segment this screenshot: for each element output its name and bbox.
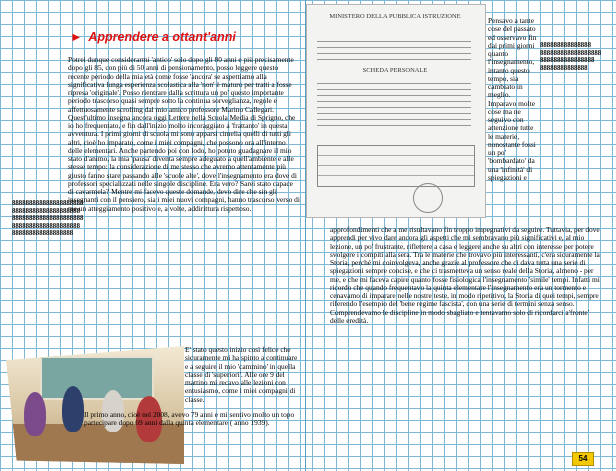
side-note-paragraph: Pensavo a tante cose del passato ed osservavo fin dai primi giorni quanto l'insegnamento, intanto questo tempo, sia cambiato in meglio. Imparavo molte cose ma ne seguivo con attenzione tutte le materie, nonostante fossi un po' 'bombardato' da una 'infinità' di spiegazioni e [488,16,537,182]
placeholder-text-left: 888888888888888888888 88888888888888888888 888888888888888888888 88888888888888888888 888888888888888888 [12,200,84,237]
article-title [70,30,236,44]
placeholder-text-right: 888888888888888 888888888888888888 8888888888888888 88888888888888 [540,42,602,72]
body-paragraph-1: Potrei dunque considerarmi 'antico' solo dopo gli 80 anni e più precisamente dopo gli 85, con più di 50 anni di pensionamento, posso leggere questo recente periodo della mia età come fosse 'ancora' se aspettiamo alla significativa lunga esperienza scolastica alla 'non' è maturo per tratti a fosse ripresa 'originale'. Posso rientrare dalla scrittura un po' questo importante periodo trascorso quasi sempre sotto la continua sorveglianza, regole e affettuosamente scrolling dal mio amico professore Marino Callegari. Quest'ultimo insegna ancora oggi Lettere nella Scuola Media di Sprigno, che io ho frequentato, e fin dall'inizio molto incoraggiato a 'frattanto' in questa avventura. I primi giorni di scuola mi sono apparsi cimelia quelli di tutti gli altri, cioè ho imparato, come i miei compagni, che possono ora all'interno delle elementari. Anche partendo poi con lodo, ho potuto guadagnare il mio stato d'animo, la mia 'pausa' diventa sempre adeguato a quell'ambiente e alle stesse tempo: la considerazione di me stesso che avremo attentamente più giusto fanno stare passando alle 'scuole alte', dove l'insegnamento era dove di professori specializzati nelle singole discipline. Era vero? Sarei stato capace di cavarmela? Mentre mi facevo queste domande, devo dire che sin gli insegnanti con il pensiero, sia i miei nuovi compagni, hanno trascorso verso di me un atteggiamento positivo e, a volte, addirittura rispettoso. [68,55,300,213]
title-arrow-icon: ► [70,30,83,44]
document-header: MINISTERO DELLA PUBBLICA ISTRUZIONE [329,13,461,20]
title-text: Apprendere a ottant'anni [88,30,236,44]
document-title: SCHEDA PERSONALE [362,67,428,74]
body-paragraph-4: approfondimenti che a me risultavano fin troppo impegnativi da seguire. Tuttavia, per dove apprendi per vivo dare ancora gli aspetti che mi sembravano più significativi e, al mio lezione, un po' frustrante, riflettere a casa e leggere anche su altri con interesse per potere svolgere i compiti alla sera. Tra le materie che trovavo più interessanti, c'era sicuramente la Storia, perché mi coinvolgeva, anche grazie al professore che ci dava tutta una serie di spiegazioni sempre concise, e che ci trasmetteva un senso reale della Storia, almeno - per me, e che mi faceva capire quanto fosse fisiologica l'insegnamento 'simile' tempi. Infatti mi ricordo che quando frequentavo la quinta elementare l'insegnamento era un tormento e cenavamo di imparare nelle nostre teste, in modo ripetitivo, la Storia di quei tempi, sempre riferendo l'esempio del 'bene regime fascista', con una serie di termini senza senso. Comprendevamo le discipline in modo sbagliato e tentavamo solo di ricordarci a'fronte' delle eredità. [330,225,600,325]
page-number: 54 [572,452,594,466]
document-stamp [413,183,443,213]
body-paragraph-3: Il primo anno, cioè nel 2008, avevo 79 anni e mi sentivo molto un topo partecipare dopo 69 anni dalla quinta elementare ( anno 1939). [84,410,295,428]
school-report-card-image [306,4,486,218]
body-paragraph-2: E' stato questo inizio così felice che sicuramente mi ha spinto a continuare e a seguire il mio 'cammino' in quella classe di 'superiori'. Alle ore 9 del mattino mi recavo alle lezioni con entusiasmo, come i miei compagni di classe. [185,345,298,404]
classroom-photo [6,346,184,464]
